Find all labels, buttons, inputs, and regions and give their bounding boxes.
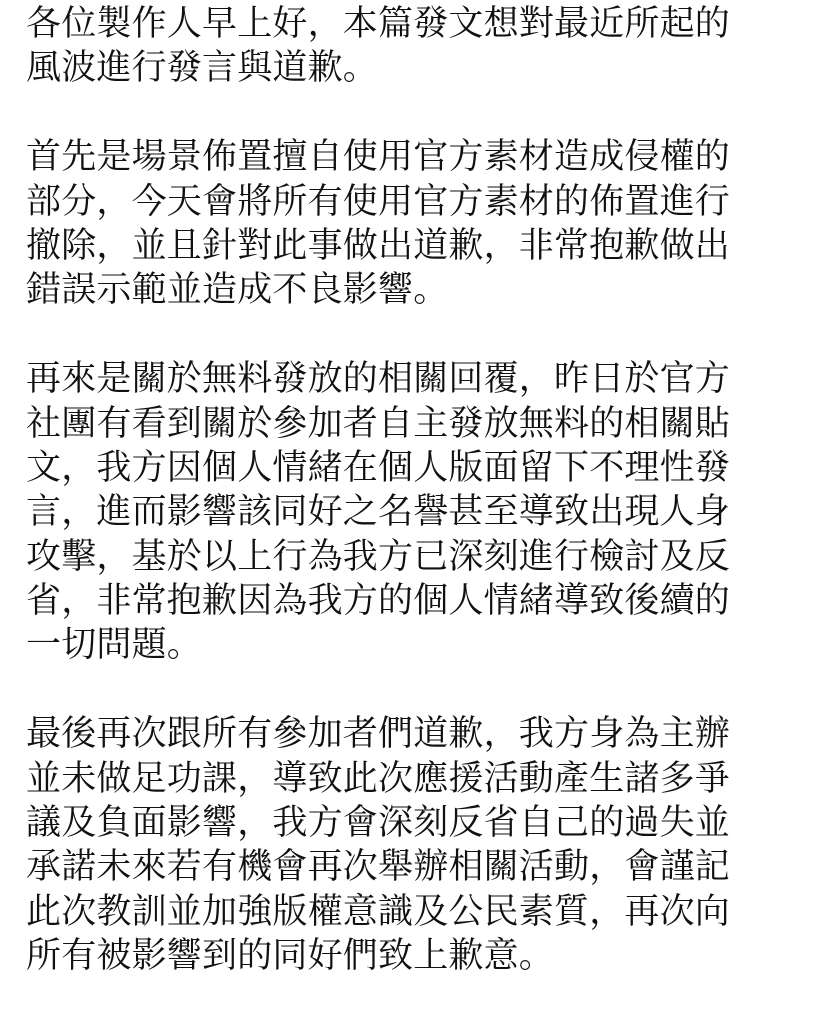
text-line: 承諾未來若有機會再次舉辦相關活動，會謹記 bbox=[26, 847, 731, 888]
text-line: 並未做足功課，導致此次應援活動產生諸多爭 bbox=[26, 758, 731, 799]
text-line: 所有被影響到的同好們致上歉意。 bbox=[26, 936, 555, 977]
text-line: 言，進而影響該同好之名譽甚至導致出現人身 bbox=[26, 492, 731, 533]
text-line: 各位製作人早上好，本篇發文想對最近所起的 bbox=[26, 4, 731, 44]
text-line: 文，我方因個人情緒在個人版面留下不理性發 bbox=[26, 447, 731, 488]
paragraph-greeting bbox=[26, 2, 806, 91]
text-line: 此次教訓並加強版權意識及公民素質，再次向 bbox=[26, 891, 731, 932]
text-line: 首先是場景佈置擅自使用官方素材造成侵權的 bbox=[26, 137, 731, 178]
apology-statement bbox=[26, 2, 806, 1023]
text-line: 風波進行發言與道歉。 bbox=[26, 48, 379, 89]
text-line: 錯誤示範並造成不良影響。 bbox=[26, 270, 449, 311]
paragraph-copyright-apology bbox=[26, 135, 806, 313]
text-line: 撤除，並且針對此事做出道歉，非常抱歉做出 bbox=[26, 225, 731, 266]
paragraph-closing-apology bbox=[26, 712, 806, 978]
text-line: 最後再次跟所有參加者們道歉，我方身為主辦 bbox=[26, 714, 731, 755]
text-line: 攻擊，基於以上行為我方已深刻進行檢討及反 bbox=[26, 536, 731, 577]
text-line: 社團有看到關於參加者自主發放無料的相關貼 bbox=[26, 403, 731, 444]
text-line: 議及負面影響，我方會深刻反省自己的過失並 bbox=[26, 803, 731, 844]
text-line: 部分，今天會將所有使用官方素材的佈置進行 bbox=[26, 181, 731, 222]
text-line: 一切問題。 bbox=[26, 625, 203, 666]
text-line: 再來是關於無料發放的相關回覆，昨日於官方 bbox=[26, 359, 731, 400]
text-line: 省，非常抱歉因為我方的個人情緒導致後續的 bbox=[26, 581, 731, 622]
paragraph-giveaway-response bbox=[26, 357, 806, 668]
